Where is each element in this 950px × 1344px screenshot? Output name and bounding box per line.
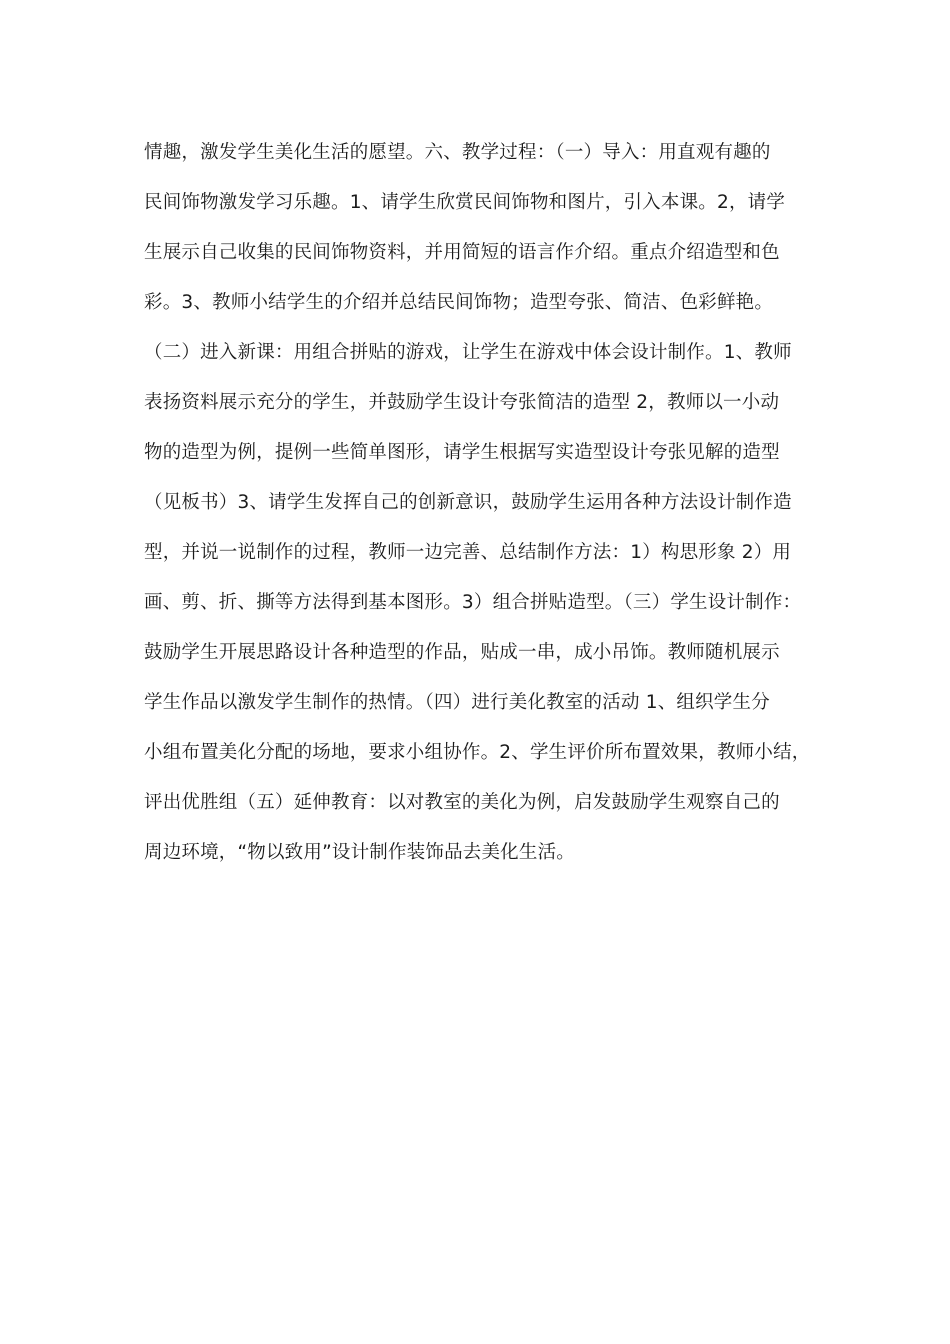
text-line: 周边环境，“物以致用”设计制作装饰品去美化生活。: [144, 842, 575, 863]
text-line: 鼓励学生开展思路设计各种造型的作品，贴成一串，成小吊饰。教师随机展示: [144, 642, 780, 663]
text-line: 表扬资料展示充分的学生，并鼓励学生设计夸张简洁的造型 2，教师以一小动: [144, 392, 780, 413]
text-line: （见板书）3、请学生发挥自己的创新意识，鼓励学生运用各种方法设计制作造: [144, 492, 792, 513]
text-line: 学生作品以激发学生制作的热情。（四）进行美化教室的活动 1、组织学生分: [144, 692, 770, 713]
text-line: 型，并说一说制作的过程，教师一边完善、总结制作方法：1）构思形象 2）用: [144, 542, 792, 563]
text-line: 情趣，激发学生美化生活的愿望。六、教学过程：（一）导入：用直观有趣的: [144, 142, 771, 163]
text-line: 生展示自己收集的民间饰物资料，并用简短的语言作介绍。重点介绍造型和色: [144, 242, 780, 263]
text-line: 评出优胜组（五）延伸教育：以对教室的美化为例，启发鼓励学生观察自己的: [144, 792, 780, 813]
text-line: 物的造型为例，提例一些简单图形，请学生根据写实造型设计夸张见解的造型: [144, 442, 780, 463]
text-line: （二）进入新课：用组合拼贴的游戏，让学生在游戏中体会设计制作。1、教师: [144, 342, 792, 363]
text-line: 小组布置美化分配的场地，要求小组协作。2、学生评价所布置效果，教师小结，: [144, 742, 811, 763]
text-line: 画、剪、折、撕等方法得到基本图形。3）组合拼贴造型。（三）学生设计制作：: [144, 592, 802, 613]
lesson-plan-text: [144, 128, 824, 878]
text-line: 彩。3、教师小结学生的介绍并总结民间饰物；造型夸张、简洁、色彩鲜艳。: [144, 292, 774, 313]
text-line: 民间饰物激发学习乐趣。1、请学生欣赏民间饰物和图片，引入本课。2，请学: [144, 192, 786, 213]
